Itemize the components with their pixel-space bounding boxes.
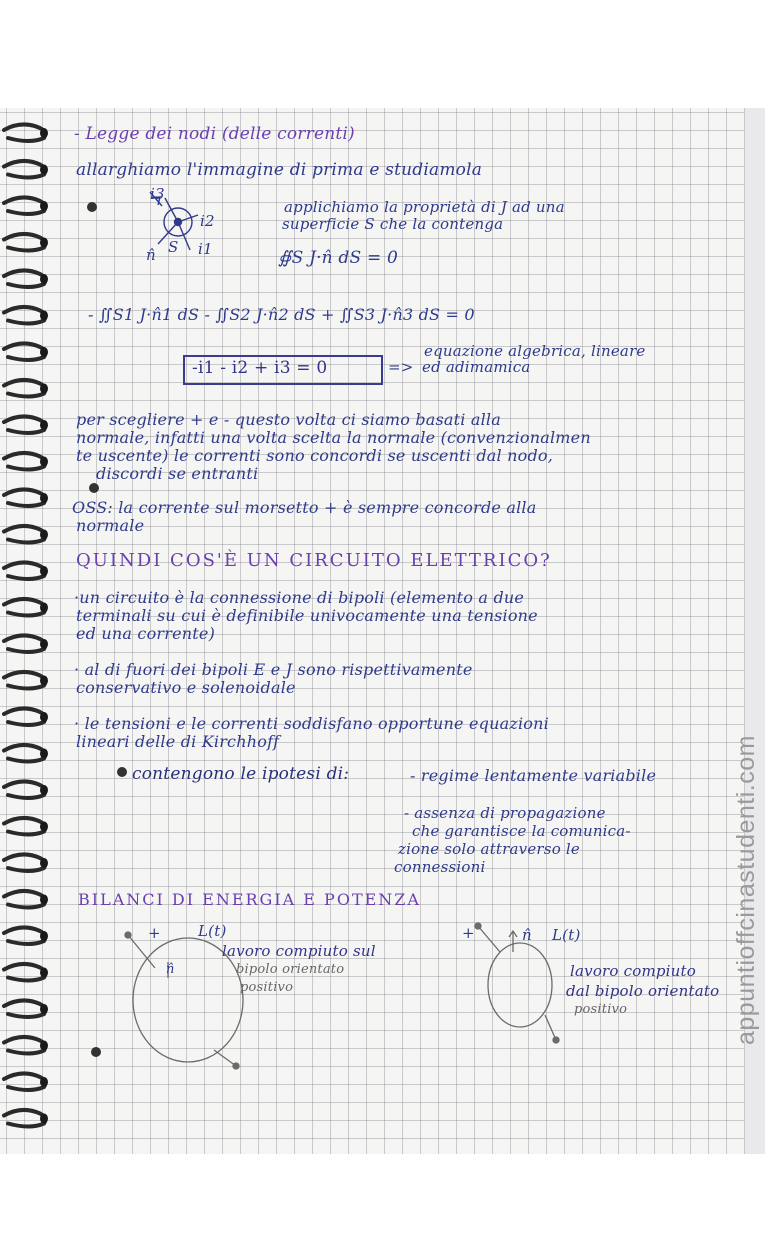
bullet1-line-1: ·un circuito è la connessione di bipoli (elemento a due xyxy=(74,588,525,607)
label-i1: i1 xyxy=(198,240,213,258)
ipotesi-2-line-4: connessioni xyxy=(394,858,486,876)
line-allarghiamo: allarghiamo l'immagine di prima e studiamola xyxy=(76,160,483,180)
right-caption-1: lavoro compiuto xyxy=(570,962,696,980)
right-caption-2: dal bipolo orientato xyxy=(566,982,720,1000)
heading-legge-nodi: - Legge dei nodi (delle correnti) xyxy=(74,124,355,144)
bullet-dot xyxy=(89,483,99,493)
left-caption-2: bipolo orientato xyxy=(236,962,345,977)
right-caption-3: positivo xyxy=(574,1002,628,1017)
label-i2: i2 xyxy=(200,212,215,230)
left-plus: + xyxy=(148,924,161,942)
right-terminal-dot-top xyxy=(475,923,481,929)
oss-line-2: normale xyxy=(76,516,145,535)
bullet1-line-2: terminali su cui è definibile univocamente una tensione xyxy=(76,606,538,625)
left-terminal-dot-top xyxy=(125,932,131,938)
boxed-equation: -i1 - i2 + i3 = 0 xyxy=(192,358,328,378)
applichiamo-line-2: superficie S che la contenga xyxy=(282,215,504,233)
implies-arrow: => xyxy=(388,358,414,376)
right-n-label: n̂ xyxy=(522,926,532,944)
ipotesi-2-line-3: zione solo attraverso le xyxy=(398,840,580,858)
right-bipole-circle xyxy=(488,943,552,1027)
left-terminal-bottom xyxy=(214,1050,236,1066)
integral-expanded: - ∬S1 J·n̂1 dS - ∬S2 J·n̂2 dS + ∬S3 J·n̂3 dS = 0 xyxy=(88,305,475,324)
heading-quindi: QUINDI COS'È UN CIRCUITO ELETTRICO? xyxy=(76,550,552,571)
left-caption-1: lavoro compiuto sul xyxy=(222,942,376,960)
heading-bilanci: BILANCI DI ENERGIA E POTENZA xyxy=(78,890,421,909)
bullet3-line-1: · le tensioni e le correnti soddisfano opportune equazioni xyxy=(74,714,549,733)
label-n: n̂ xyxy=(146,246,156,264)
bullet3-line-2: lineari delle di Kirchhoff xyxy=(76,732,280,751)
equazione-line-2: ed adimamica xyxy=(422,358,531,376)
left-terminal-dot-bottom xyxy=(233,1063,239,1069)
right-terminal-dot-bottom xyxy=(553,1037,559,1043)
bullet-dot xyxy=(87,202,97,212)
right-L-label: L(t) xyxy=(552,926,581,944)
watermark-text: appuntioffcinastudenti.com xyxy=(732,735,760,1045)
label-S: S xyxy=(168,238,179,256)
right-plus: + xyxy=(462,924,475,942)
left-n-label: n̂ xyxy=(166,962,175,977)
oss-line-1: OSS: la corrente sul morsetto + è sempre concorde alla xyxy=(72,498,537,517)
ipotesi-2-line-1: - assenza di propagazione xyxy=(404,804,606,822)
ipotesi-2-line-2: che garantisce la comunica- xyxy=(412,822,631,840)
ipotesi-1: - regime lentamente variabile xyxy=(410,766,657,785)
label-i3: i3 xyxy=(150,185,165,203)
bullet-dot xyxy=(117,767,127,777)
bullet-dot xyxy=(91,1047,101,1057)
left-caption-3: positivo xyxy=(240,980,294,995)
para-line-4: discordi se entranti xyxy=(96,464,259,483)
para-line-1: per scegliere + e - questo volta ci siamo basati alla xyxy=(76,410,501,429)
equazione-line-1: equazione algebrica, lineare xyxy=(424,342,646,360)
branch-2 xyxy=(178,215,198,222)
left-L-label: L(t) xyxy=(198,922,227,940)
integral-main: ∯S J·n̂ dS = 0 xyxy=(278,248,399,268)
branch-3 xyxy=(165,198,178,222)
right-bipole-diagram xyxy=(475,923,559,1043)
bullet2-line-1: · al di fuori dei bipoli E e J sono rispettivamente xyxy=(74,660,473,679)
bullet1-line-3: ed una corrente) xyxy=(76,624,216,643)
para-line-3: te uscente) le correnti sono concordi se uscenti dal nodo, xyxy=(76,446,554,465)
right-terminal-bottom xyxy=(545,1015,556,1040)
right-terminal-top xyxy=(478,926,500,952)
contengono-ipotesi: contengono le ipotesi di: xyxy=(132,764,350,784)
bullet2-line-2: conservativo e solenoidale xyxy=(76,678,296,697)
applichiamo-line-1: applichiamo la proprietà di J ad una xyxy=(284,198,565,216)
para-line-2: normale, infatti una volta scelta la normale (convenzionalmen xyxy=(76,428,591,447)
